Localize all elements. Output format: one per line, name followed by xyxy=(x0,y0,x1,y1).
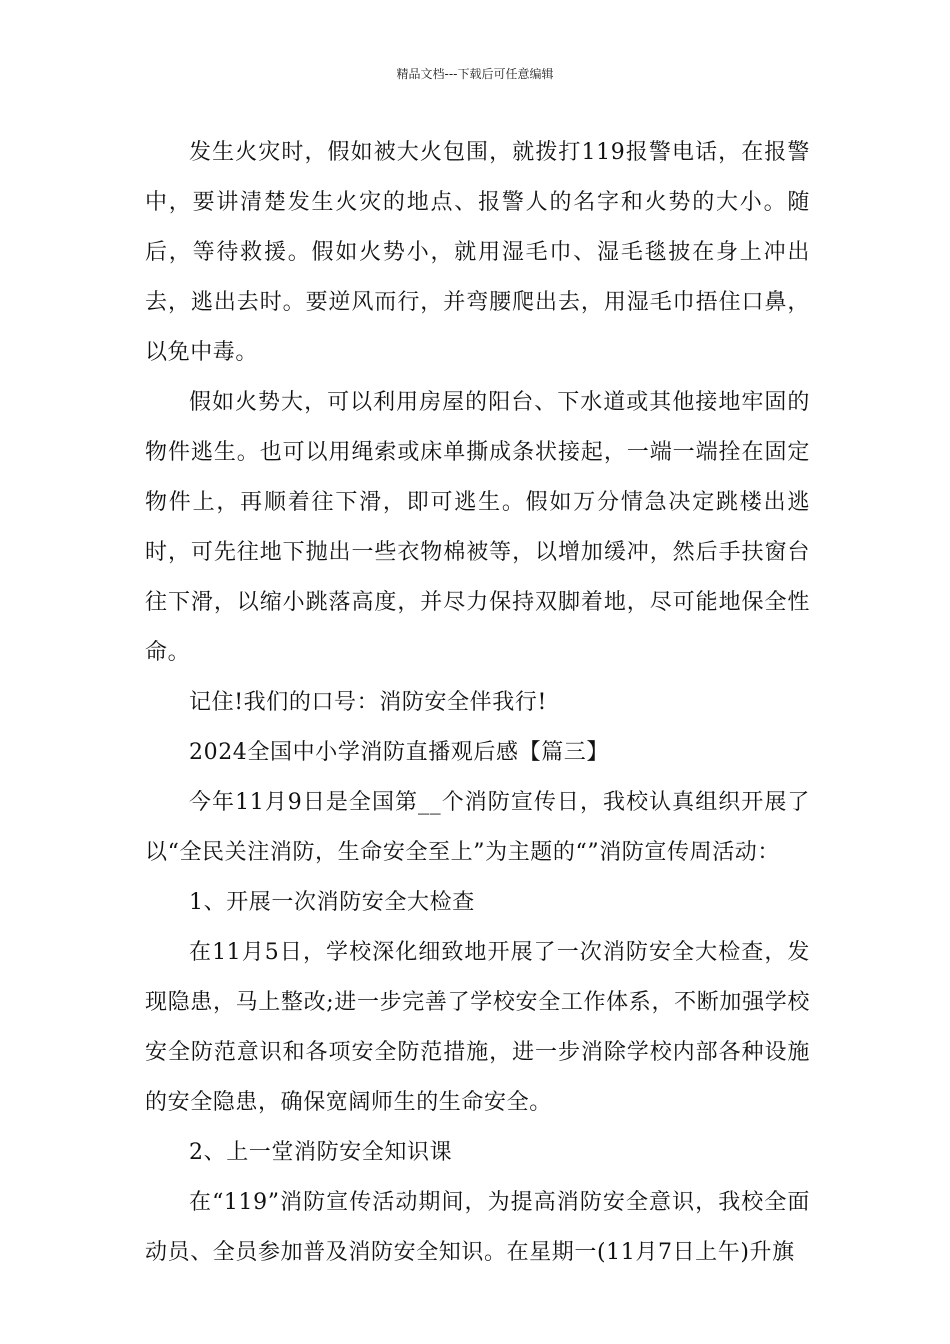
paragraph-lesson: 在“119”消防宣传活动期间，为提高消防安全意识，我校全面动员、全员参加普及消防安全知识。在星期一(11月7日上午)升旗 xyxy=(145,1190,810,1265)
item-heading-lesson: 2、上一堂消防安全知识课 xyxy=(189,1140,453,1165)
item-heading-inspection: 1、开展一次消防安全大检查 xyxy=(189,890,475,915)
paragraph-large-fire: 假如火势大，可以利用房屋的阳台、下水道或其他接地牢固的物件逃生。也可以用绳索或床单撕成条状接起，一端一端拴在固定物件上，再顺着往下滑，即可逃生。假如万分情急决定跳楼出逃时，可先往地下抛出一些衣物棉被等，以增加缓冲，然后手扶窗台往下滑，以缩小跳落高度，并尽力保持双脚着地，尽可能地保全性命。 xyxy=(145,390,810,665)
paragraph-inspection: 在11月5日，学校深化细致地开展了一次消防安全大检查，发现隐患，马上整改;进一步完善了学校安全工作体系，不断加强学校安全防范意识和各项安全防范措施，进一步消除学校内部各种设施的安全隐患，确保宽阔师生的生命安全。 xyxy=(145,940,810,1115)
paragraph-fire-day: 今年11月9日是全国第__个消防宣传日，我校认真组织开展了以“全民关注消防，生命安全至上”为主题的“”消防宣传周活动： xyxy=(145,790,810,865)
page-header: 精品文档---下载后可任意编辑 xyxy=(396,67,554,81)
paragraph-slogan: 记住!我们的口号：消防安全伴我行! xyxy=(189,690,547,715)
paragraph-fire-surrounded: 发生火灾时，假如被大火包围，就拨打119报警电话，在报警中，要讲清楚发生火灾的地点、报警人的名字和火势的大小。随后，等待救援。假如火势小，就用湿毛巾、湿毛毯披在身上冲出去，逃出去时。要逆风而行，并弯腰爬出去，用湿毛巾捂住口鼻，以免中毒。 xyxy=(145,140,810,365)
document-body xyxy=(145,128,810,1278)
section-title: 2024全国中小学消防直播观后感【篇三】 xyxy=(189,740,609,765)
